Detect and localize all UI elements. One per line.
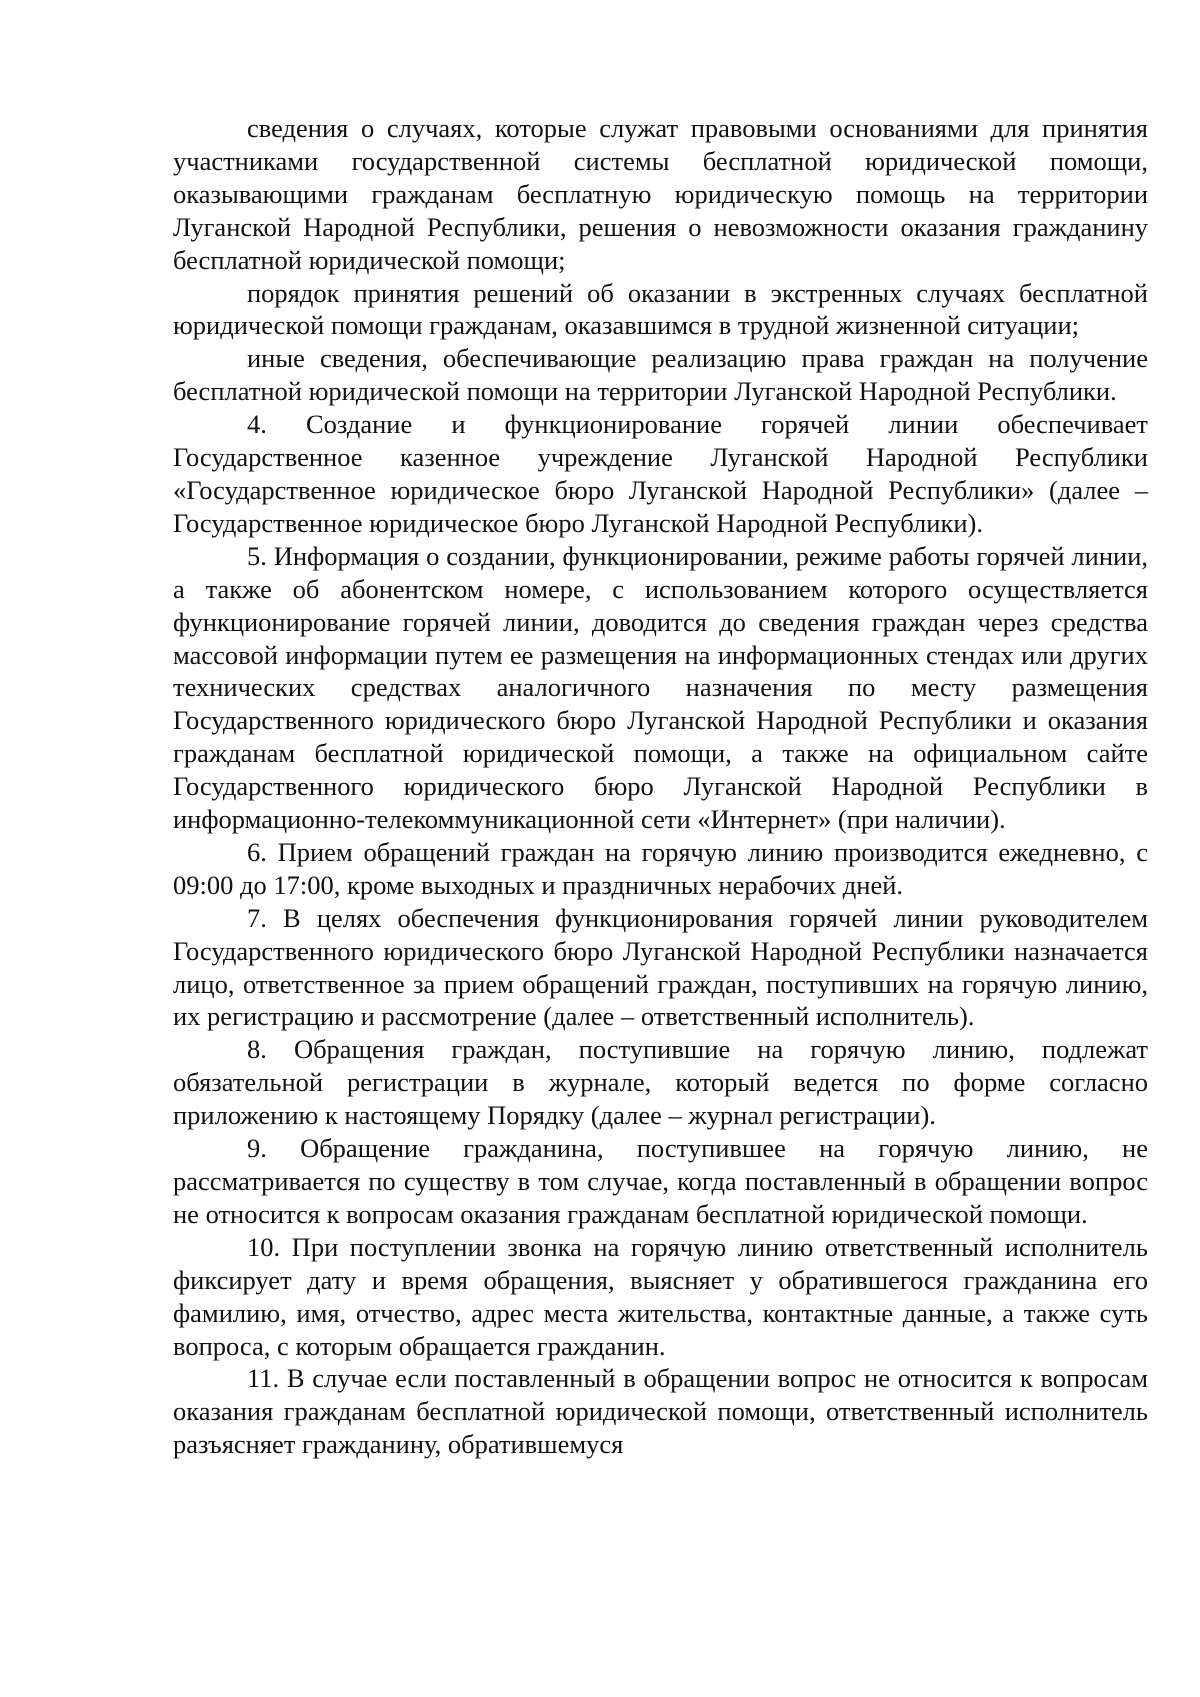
document-body [173, 112, 1148, 1461]
paragraph-item-10: 10. При поступлении звонка на горячую линию ответственный исполнитель фиксирует дату и время обращения, выясняет у обратившегося гражданина его фамилию, имя, отчество, адрес места жительства, контактные данные, а также суть вопроса, с которым обращается гражданин. [173, 1231, 1148, 1361]
paragraph-item-7: 7. В целях обеспечения функционирования горячей линии руководителем Государственного юридического бюро Луганской Народной Республики назначается лицо, ответственное за прием обращений граждан, поступивших на горячую линию, их регистрацию и рассмотрение (далее – ответственный исполнитель). [173, 902, 1148, 1032]
paragraph-item-5: 5. Информация о создании, функционировании, режиме работы горячей линии, а также об абонентском номере, с использованием которого осуществляется функционирование горячей линии, доводится до сведения граждан через средства массовой информации путем ее размещения на информационных стендах или других технических средствах аналогичного назначения по месту размещения Государственного юридического бюро Луганской Народной Республики и оказания гражданам бесплатной юридической помощи, а также на официальном сайте Государственного юридического бюро Луганской Народной Республики в информационно-телекоммуникационной сети «Интернет» (при наличии). [173, 540, 1148, 835]
paragraph-item-9: 9. Обращение гражданина, поступившее на горячую линию, не рассматривается по существу в том случае, когда поставленный в обращении вопрос не относится к вопросам оказания гражданам бесплатной юридической помощи. [173, 1133, 1148, 1229]
paragraph-item-6: 6. Прием обращений граждан на горячую линию производится ежедневно, с 09:00 до 17:00, кроме выходных и праздничных нерабочих дней. [173, 836, 1148, 900]
paragraph-item-4: 4. Создание и функционирование горячей линии обеспечивает Государственное казенное учреждение Луганской Народной Республики «Государственное юридическое бюро Луганской Народной Республики» (далее – Государственное юридическое бюро Луганской Народной Республики). [173, 409, 1148, 538]
paragraph-info-refusal-grounds: сведения о случаях, которые служат правовыми основаниями для принятия участниками государственной системы бесплатной юридической помощи, оказывающими гражданам бесплатную юридическую помощь на территории Луганской Народной Республики, решения о невозможности оказания гражданину бесплатной юридической помощи; [173, 113, 1148, 275]
paragraph-item-11: 11. В случае если поставленный в обращении вопрос не относится к вопросам оказания гражданам бесплатной юридической помощи, ответственный исполнитель разъясняет гражданину, обратившемуся [173, 1363, 1148, 1460]
paragraph-other-info: иные сведения, обеспечивающие реализацию права граждан на получение бесплатной юридической помощи на территории Луганской Народной Республики. [173, 343, 1148, 407]
paragraph-item-8: 8. Обращения граждан, поступившие на горячую линию, подлежат обязательной регистрации в журнале, который ведется по форме согласно приложению к настоящему Порядку (далее – журнал регистрации). [173, 1034, 1148, 1131]
paragraph-emergency-decisions: порядок принятия решений об оказании в экстренных случаях бесплатной юридической помощи гражданам, оказавшимся в трудной жизненной ситуации; [173, 277, 1148, 341]
